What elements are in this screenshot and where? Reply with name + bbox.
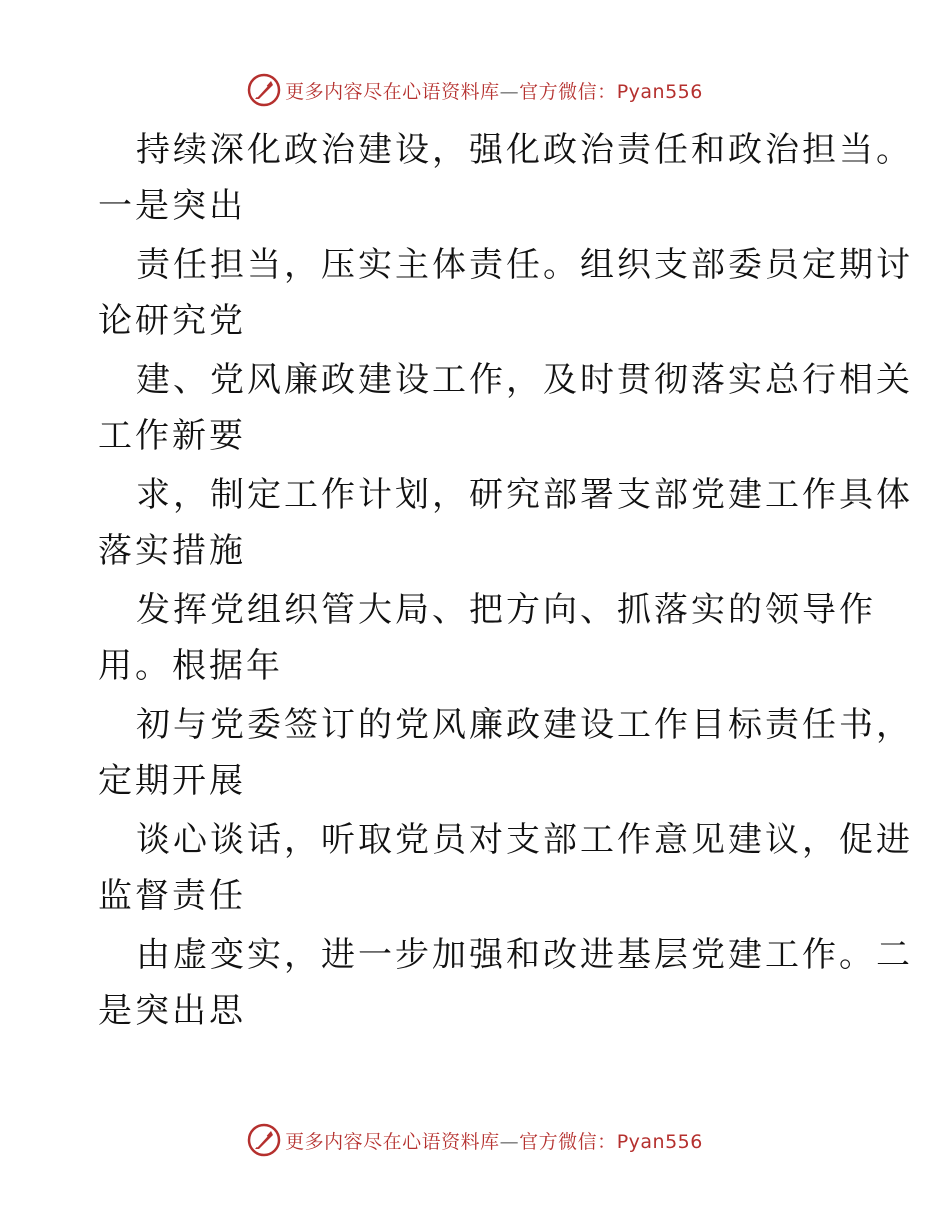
banner-text [285, 1127, 703, 1154]
banner-wechat-label: 官方微信： [519, 80, 617, 103]
paragraph [98, 352, 913, 464]
paragraph-line: 是突出思 [98, 991, 246, 1031]
paragraph-line: 责任担当，压实主体责任。组织支部委员定期讨 [136, 245, 913, 285]
paragraph [98, 697, 913, 809]
paragraph-line: 工作新要 [98, 416, 246, 456]
paragraph-line: 定期开展 [98, 761, 246, 801]
paragraph-line: 谈心谈话，听取党员对支部工作意见建议，促进 [136, 820, 913, 860]
document-body [98, 122, 913, 1042]
paragraph [98, 927, 913, 1039]
paragraph-line: 建、党风廉政建设工作，及时贯彻落实总行相关 [136, 360, 913, 400]
paragraph-line: 一是突出 [98, 186, 246, 226]
banner-main-text: 更多内容尽在心语资料库 [285, 1130, 500, 1153]
paragraph [98, 122, 913, 234]
banner-separator: — [499, 80, 520, 103]
paragraph [98, 582, 876, 694]
paragraph-line: 由虚变实，进一步加强和改进基层党建工作。二 [136, 935, 913, 975]
paragraph-line: 持续深化政治建设，强化政治责任和政治担当。 [136, 130, 913, 170]
banner-separator: — [499, 1130, 520, 1153]
banner-main-text: 更多内容尽在心语资料库 [285, 80, 500, 103]
banner-wechat-id: Pyan556 [616, 80, 703, 103]
banner-wechat-id: Pyan556 [616, 1130, 703, 1153]
paragraph [98, 812, 913, 924]
paragraph-line: 初与党委签订的党风廉政建设工作目标责任书， [136, 705, 913, 745]
paragraph [98, 467, 913, 579]
paragraph-line: 求，制定工作计划，研究部署支部党建工作具体 [136, 475, 913, 515]
paragraph [98, 237, 913, 349]
header-banner [0, 70, 950, 110]
footer-banner [0, 1120, 950, 1160]
quill-logo-icon [247, 1123, 281, 1157]
paragraph-line: 监督责任 [98, 876, 246, 916]
paragraph-line: 落实措施 [98, 531, 246, 571]
banner-text [285, 77, 703, 104]
paragraph-line: 发挥党组织管大局、把方向、抓落实的领导作 [136, 590, 876, 630]
paragraph-line: 论研究党 [98, 301, 246, 341]
paragraph-line: 用。根据年 [98, 646, 283, 686]
banner-wechat-label: 官方微信： [519, 1130, 617, 1153]
quill-logo-icon [247, 73, 281, 107]
